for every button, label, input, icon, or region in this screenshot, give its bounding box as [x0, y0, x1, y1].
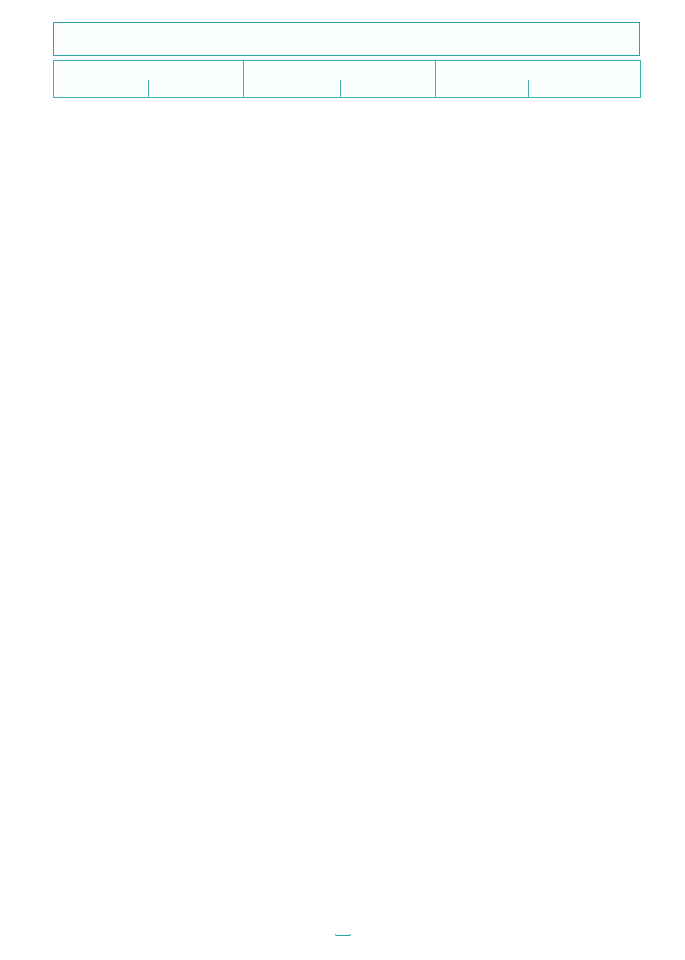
subheader-arapcasi — [436, 80, 529, 98]
subheader-turkcesi — [529, 80, 641, 98]
conjugation-table — [53, 60, 641, 98]
page-number — [335, 934, 351, 936]
subheader-muzari-mechul — [54, 80, 149, 98]
subheader-mazi-malum — [341, 80, 436, 98]
group-header-row — [54, 61, 641, 80]
subheader-muzari-malum — [149, 80, 244, 98]
sub-header-row — [54, 80, 641, 98]
group-header-muzari — [54, 61, 244, 80]
group-header-emsile — [436, 61, 641, 80]
page-number-footer — [0, 928, 685, 939]
table-body — [54, 61, 641, 98]
title-banner — [53, 22, 640, 56]
subheader-mazi-mechul — [244, 80, 341, 98]
group-header-mazi — [244, 61, 436, 80]
